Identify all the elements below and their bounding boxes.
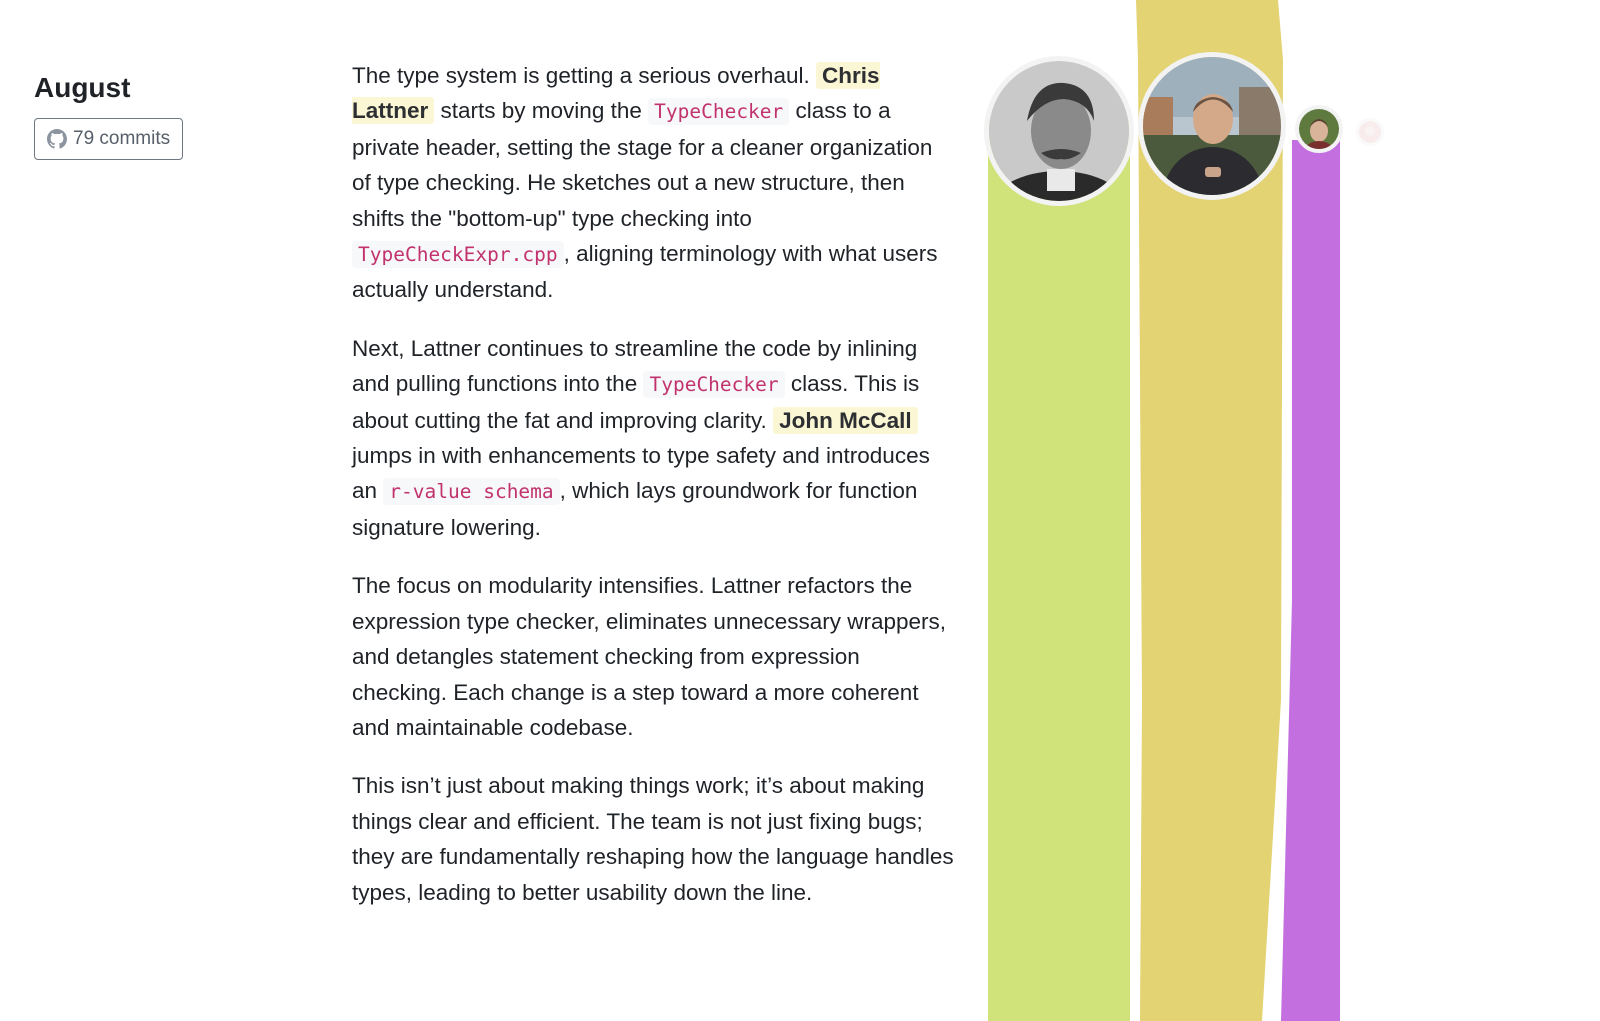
code-rvalue-schema: r-value schema: [383, 478, 559, 505]
contributor-avatar-portrait-icon[interactable]: [984, 56, 1134, 206]
story-text: Next, Lattner continues to streamline the code by inlining and pulling functions into the: [352, 335, 918, 397]
github-icon: [47, 129, 67, 149]
story-paragraph-3: The focus on modularity intensifies. Lattner refactors the expression type checker, eliminates unnecessary wrappers, and detangles statement checking from expression checking. Each change is a step toward a more coherent and maintainable codebase.: [352, 573, 947, 740]
story-text: class to a private header, setting the stage for a cleaner organization of type checking. He sketches out a new structure, then shifts the "bottom-up" type checking into: [352, 98, 933, 231]
contributor-avatar-faint-icon[interactable]: [1356, 118, 1384, 146]
code-typecheckexpr: TypeCheckExpr.cpp: [352, 241, 564, 268]
story-paragraph-2: [352, 331, 956, 545]
story-paragraph-1: [352, 58, 956, 308]
contributor-avatar-small-icon[interactable]: [1295, 105, 1343, 153]
story-text: jumps in with enhancements to type safety and introduces an: [352, 443, 930, 504]
month-story: [352, 58, 956, 933]
story-text: , which lays groundwork for function signature lowering.: [352, 478, 918, 540]
author-john-mccall[interactable]: John McCall: [773, 407, 918, 434]
stream-contributor-3: [1281, 140, 1340, 1021]
stream-contributor-1: [988, 120, 1130, 1021]
story-text: The type system is getting a serious overhaul.: [352, 63, 810, 88]
month-header: [34, 70, 183, 160]
story-text: class. This is about cutting the fat and improving clarity.: [352, 371, 920, 433]
month-title: August: [34, 72, 131, 103]
commits-button[interactable]: [34, 118, 183, 160]
code-typechecker: TypeChecker: [648, 98, 789, 125]
contributor-avatar-outdoor-icon[interactable]: [1138, 52, 1286, 200]
code-typechecker-2: TypeChecker: [643, 371, 784, 398]
story-text: starts by moving the: [440, 98, 642, 124]
author-chris-lattner[interactable]: Chris Lattner: [352, 63, 880, 124]
story-text: , aligning terminology with what users actually understand.: [352, 241, 938, 303]
story-paragraph-4: This isn’t just about making things work; it’s about making things clear and efficient. The team is not just fixing bugs; they are fundamentally reshaping how the language handles types, leading to better usability down the line.: [352, 773, 954, 905]
commits-count-label: 79 commits: [73, 128, 171, 149]
